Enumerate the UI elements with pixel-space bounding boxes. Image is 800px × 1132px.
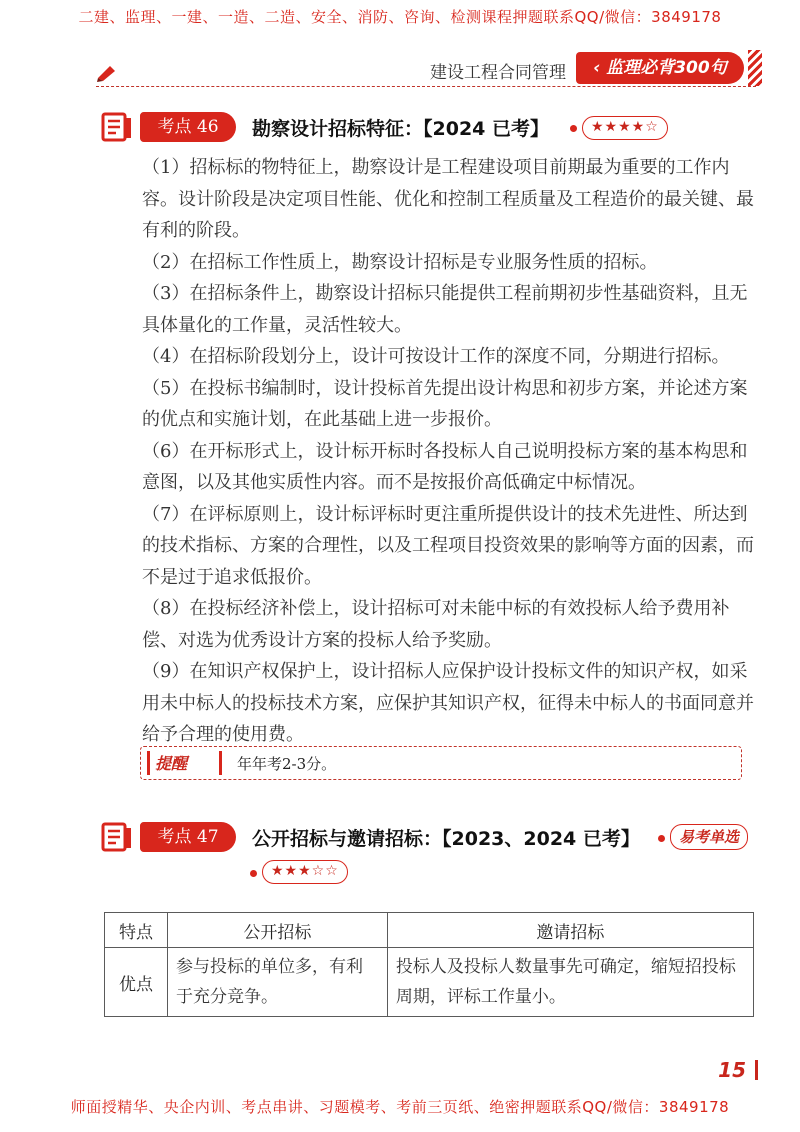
topic-46-heading: [100, 108, 700, 148]
topic-47-stars: ★★★☆☆: [262, 860, 348, 884]
book-icon: [100, 820, 134, 854]
section-badge: [576, 52, 744, 84]
table-header: 公开招标: [168, 913, 388, 948]
list-item: （9）在知识产权保护上，设计招标人应保护设计投标文件的知识产权，如采用未中标人的投标技术方案，应保护其知识产权，征得未中标人的书面同意并给予合理的使用费。: [142, 661, 754, 745]
book-title: 建设工程合同管理: [430, 63, 566, 83]
topic-46-content: [142, 152, 758, 751]
section-badge-text: 监理必背300句: [606, 58, 727, 78]
table-header: 特点: [105, 913, 168, 948]
topic-46-title: 勘察设计招标特征：【2024 已考】: [252, 118, 549, 140]
topic-47-heading: [100, 818, 760, 888]
reminder-box: [140, 746, 742, 780]
invite-tender-cell: 投标人及投标人数量事先可确定，缩短招投标周期，评标工作量小。: [387, 948, 753, 1017]
list-item: （7）在评标原则上，设计标评标时更注重所提供设计的技术先进性、所达到的技术指标、方案的合理性，以及工程项目投资效果的影响等方面的因素，而不是过于追求低报价。: [142, 503, 754, 588]
reminder-bar: [147, 751, 150, 775]
row-label: 优点: [105, 948, 168, 1017]
dot-decoration: [250, 870, 257, 877]
open-tender-cell: 参与投标的单位多，有利于充分竞争。: [168, 948, 388, 1017]
stripe-decoration: [748, 50, 762, 86]
list-item: （1）招标标的物特征上，勘察设计是工程建设项目前期最为重要的工作内容。设计阶段是决定项目性能、优化和控制工程质量及工程造价的最关键、最有利的阶段。: [142, 157, 754, 241]
top-banner: 二建、监理、一建、一造、二造、安全、消防、咨询、检测课程押题联系QQ/微信：3849178: [78, 8, 722, 26]
topic-47-tag: 易考单选: [670, 824, 748, 850]
dot-decoration: [570, 125, 577, 132]
reminder-text: 年年考2-3分。: [237, 755, 337, 773]
topic-47-label: 考点 47: [140, 822, 236, 852]
list-item: （2）在招标工作性质上，勘察设计招标是专业服务性质的招标。: [142, 251, 658, 273]
topic-47-title: 公开招标与邀请招标：【2023、2024 已考】: [252, 828, 640, 850]
reminder-label: 提醒: [155, 754, 188, 773]
table-row: [105, 948, 754, 1017]
header-divider: [96, 86, 756, 87]
table-header: 邀请招标: [387, 913, 753, 948]
list-item: （4）在招标阶段划分上，设计可按设计工作的深度不同，分期进行招标。: [142, 346, 730, 367]
book-icon: [100, 110, 134, 144]
page-number-bar: [755, 1060, 758, 1080]
list-item: （8）在投标经济补偿上，设计招标可对未能中标的有效投标人给予费用补偿、对选为优秀设计方案的投标人给予奖励。: [142, 598, 730, 651]
table-header-row: [105, 913, 754, 948]
chevron-left-icon: ‹: [593, 58, 607, 78]
topic-46-label: 考点 46: [140, 112, 236, 142]
list-item: （6）在开标形式上，设计标开标时各投标人自己说明投标方案的基本构思和意图，以及其他实质性内容。而不是按报价高低确定中标情况。: [142, 440, 748, 493]
pencil-icon: [96, 64, 118, 82]
comparison-table: [104, 912, 754, 1017]
reminder-bar: [219, 751, 222, 775]
topic-46-stars: ★★★★☆: [582, 116, 668, 140]
bottom-banner: 师面授精华、央企内训、考点串讲、习题模考、考前三页纸、绝密押题联系QQ/微信：3849178: [70, 1098, 730, 1116]
page-header: [96, 50, 756, 88]
dot-decoration: [658, 835, 665, 842]
page-number: 15: [718, 1058, 746, 1082]
list-item: （5）在投标书编制时，设计投标首先提出设计构思和初步方案，并论述方案的优点和实施计划，在此基础上进一步报价。: [142, 377, 748, 430]
list-item: （3）在招标条件上，勘察设计招标只能提供工程前期初步性基础资料，且无具体量化的工作量，灵活性较大。: [142, 283, 748, 336]
